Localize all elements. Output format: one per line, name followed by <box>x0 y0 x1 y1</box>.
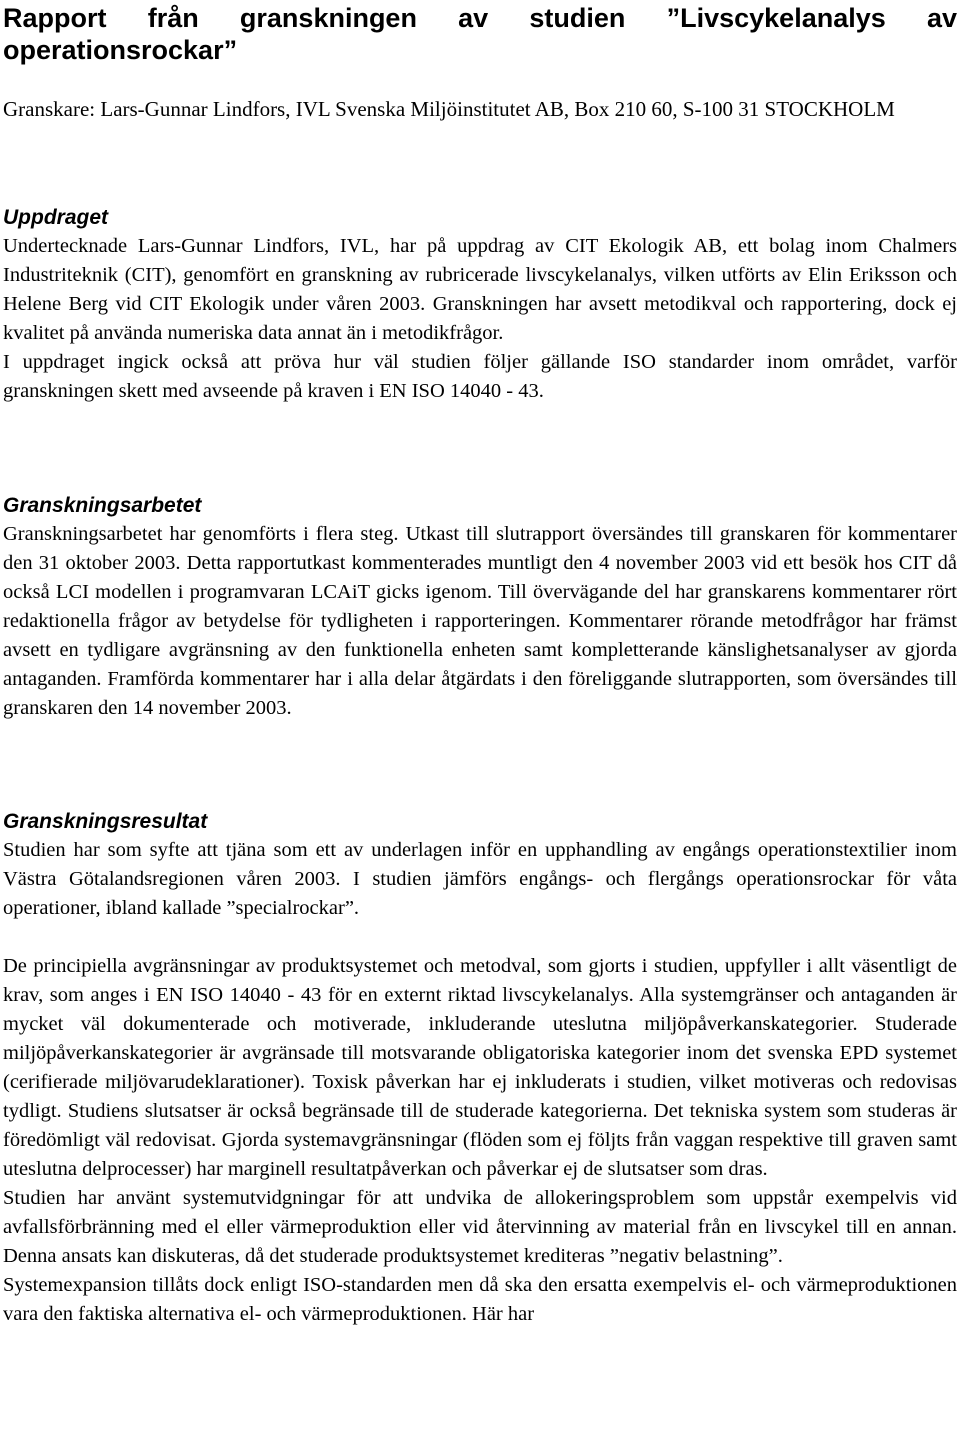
section-uppdraget <box>3 204 957 406</box>
section-granskningsarbetet <box>3 492 957 723</box>
paragraph: Studien har som syfte att tjäna som ett av underlagen inför en upphandling av engångs operationstextilier inom Västra Götalandsregionen våren 2003. I studien jämförs engångs- och flergångs operationsrockar för våta operationer, ibland kallade ”specialrockar”. <box>3 839 957 919</box>
paragraph: Systemexpansion tillåts dock enligt ISO-standarden men då ska den ersatta exempelvis el- och värmeproduktionen vara den faktiska alternativa el- och värmeproduktionen. Här har <box>3 1274 957 1325</box>
paragraph: Studien har använt systemutvidgningar för att undvika de allokeringsproblem som uppstår exempelvis vid avfallsförbränning med el eller värmeproduktion eller vid återvinning av material från en livscykel till en annan. Denna ansats kan diskuteras, då det studerade produktsystemet krediteras ”negativ belastning”. <box>3 1187 957 1267</box>
section-heading: Granskningsresultat <box>3 810 208 833</box>
paragraph: De principiella avgränsningar av produktsystemet och metodval, som gjorts i studien, uppfyller i allt väsentligt de krav, som anges i EN ISO 14040 - 43 för en externt riktad livscykelanalys. Alla systemgränser och antaganden är mycket väl dokumenterade och motiverade, inkluderande uteslutna miljöpåverkanskategorier. Studerade miljöpåverkanskategorier är avgränsade till motsvarande obligatoriska kategorier inom det svenska EPD systemet (cerifierade miljövarudeklarationer). Toxisk påverkan har ej inkluderats i studien, vilket motiveras och redovisas tydligt. Studiens slutsatser är också begränsade till de studerade kategorierna. Det tekniska system som studeras är föredömligt väl redovisat. Gjorda systemavgränsningar (flöden som ej följts från vaggan respektive till graven samt uteslutna delprocesser) har marginell resultatpåverkan och påverkar ej de slutsatser som dras. <box>3 955 957 1180</box>
section-heading: Uppdraget <box>3 206 108 229</box>
paragraph: Granskningsarbetet har genomförts i flera steg. Utkast till slutrapport översändes till granskaren för kommentarer den 31 oktober 2003. Detta rapportutkast kommenterades muntligt den 4 november 2003 vid ett besök hos CIT då också LCI modellen i programvaran LCAiT gicks igenom. Till övervägande del har granskarens kommentarer rört redaktionella frågor av betydelse för tydligheten i rapporteringen. Kommentarer rörande metodfrågor har främst avsett en tydligare avgränsning av den funktionella enheten samt kompletterande känslighetsanalyser av gjorda antaganden. Framförda kommentarer har i alla delar åtgärdats i den föreliggande slutrapporten, som översändes till granskaren den 14 november 2003. <box>3 523 957 719</box>
paragraph: Undertecknade Lars-Gunnar Lindfors, IVL, har på uppdrag av CIT Ekologik AB, ett bolag inom Chalmers Industriteknik (CIT), genomfört en granskning av rubricerade livscykelanalys, vilken utförts av Elin Eriksson och Helene Berg vid CIT Ekologik under våren 2003. Granskningen har avsett metodikval och rapportering, dock ej kvalitet på använda numeriska data annat än i metodikfrågor. <box>3 235 957 344</box>
document-title: Rapport från granskningen av studien ”Livscykelanalys av operationsrockar” <box>3 3 957 65</box>
section-granskningsresultat <box>3 808 957 1329</box>
paragraph: I uppdraget ingick också att pröva hur väl studien följer gällande ISO standarder inom området, varför granskningen skett med avseende på kraven i EN ISO 14040 - 43. <box>3 351 957 402</box>
reviewer-line: Granskare: Lars-Gunnar Lindfors, IVL Svenska Miljöinstitutet AB, Box 210 60, S-100 31 STOCKHOLM <box>3 97 895 121</box>
document-page <box>3 0 957 124</box>
section-heading: Granskningsarbetet <box>3 494 202 517</box>
